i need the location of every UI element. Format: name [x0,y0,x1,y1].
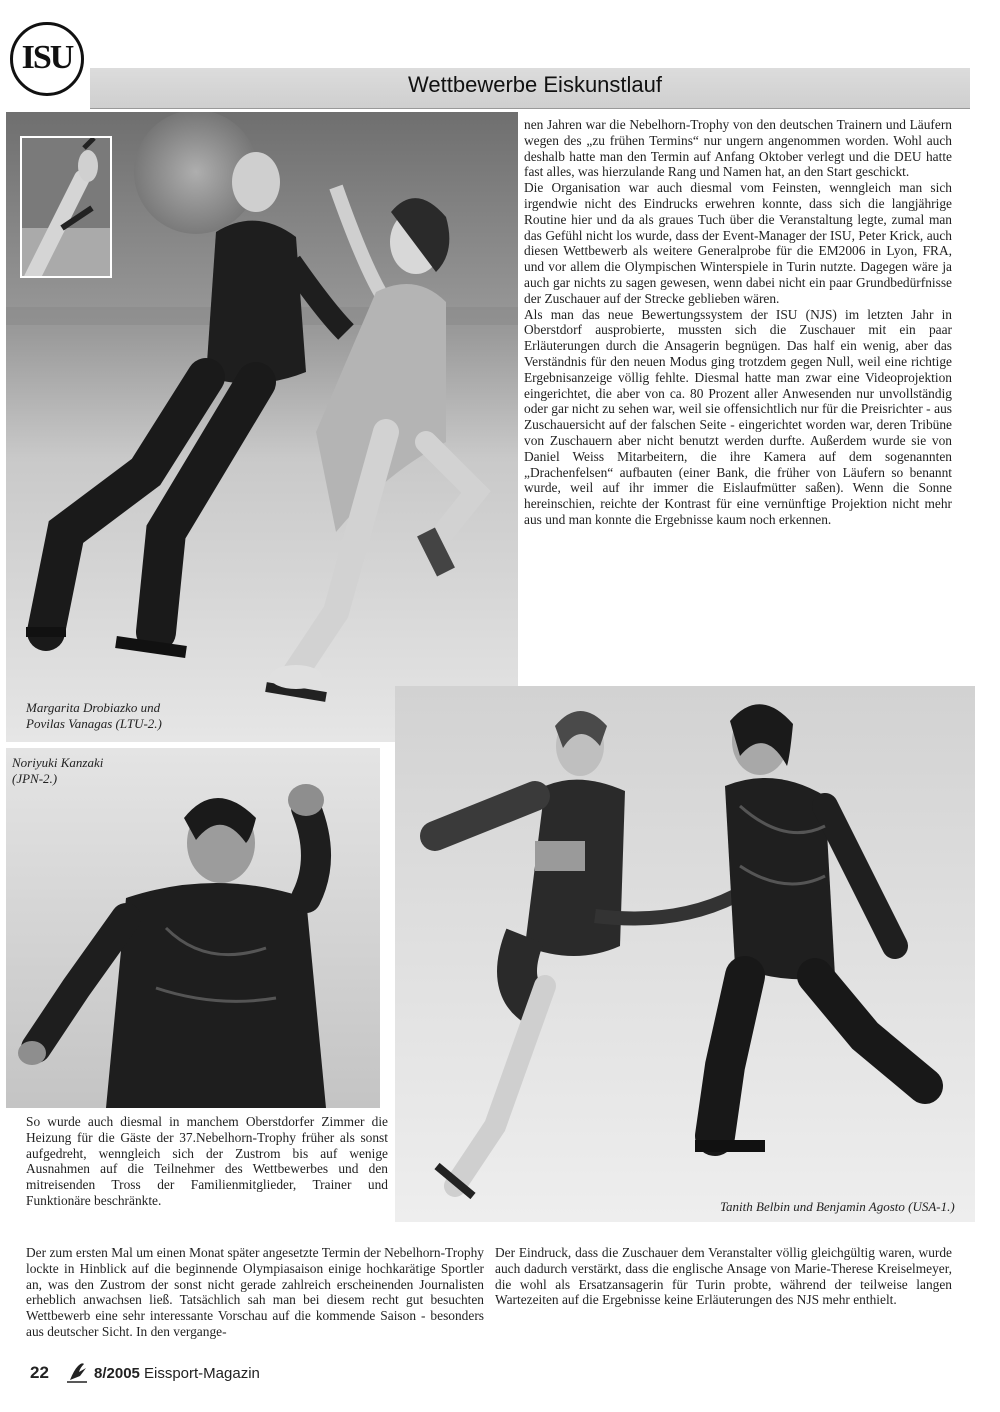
skater-logo-icon [64,1360,90,1384]
article-column-right [524,117,952,528]
caption-left-line1: Noriyuki Kanzaki [12,755,104,770]
isu-logo-text: ISU [21,39,73,76]
caption-top-line1: Margarita Drobiazko und [26,700,161,715]
article-paragraph: Der Eindruck, dass die Zuschauer dem Veranstalter völlig gleichgültig waren, wurde auch dadurch verstärkt, dass die englische Ansage von Marie-Therese Kreiselmeyer, die wohl als Ersatzansagerin für Turin probte, während der teilweise langen Wartezeiten auf die Ergebnisse keine Erläuterungen des NJS mehr enthielt. [495,1245,952,1308]
photo-kanzaki [6,748,380,1108]
caption-top-photo [26,700,162,732]
footer-magazine: Eissport-Magazin [144,1365,260,1382]
caption-left-line2: (JPN-2.) [12,771,58,786]
caption-left-photo [12,755,103,787]
article-paragraph: Die Organisation war auch diesmal vom Feinsten, wenngleich man sich irgendwie nicht des Eindrucks erwehren konnte, dass sich die langjährige Routine hier und da als graues Tuch über die Veranstaltung legte, zumal man das Gefühl nicht los wurde, dass der Event-Manager der ISU, Peter Krick, auch diesen Wettbewerb als weitere Generalprobe für die EM2006 in Lyon, FRA, und vor allem die Olympischen Winterspiele in Turin nutzte. Dagegen wäre ja auch gar nichts zu sagen gewesen, wenn dabei nicht ein paar Grundbedürfnisse der Zuschauer auf der Strecke geblieben wären. [524,180,952,306]
article-column-bottom-right [495,1245,952,1308]
footer-issue: 8/2005 [94,1365,140,1382]
article-column-bottom-left [26,1245,484,1340]
page-title: Wettbewerbe Eiskunstlauf [408,72,662,97]
article-intro-box [26,1114,388,1209]
article-paragraph: Der zum ersten Mal um einen Monat später angesetzte Termin der Nebelhorn-Trophy lockte in Hinblick auf die beginnende Olympiasaison einige hochkarätige Sportler an, was den Zustrom der sonst nicht gerade zahlreich erscheinenden Journalisten erheblich anwachsen ließ. Tatsächlich sah man bei diesem recht gut besuchten Wettbewerb eine sehr interessante Vorschau auf die kommende Saison - besonders aus deutscher Sicht. In den vergange- [26,1245,484,1339]
page-number: 22 [30,1363,49,1382]
article-paragraph: Als man das neue Bewertungssystem der ISU (NJS) im letzten Jahr in Oberstdorf ausprobierte, mussten sich die Zuschauer mit ein paar Erläuterungen durch die Ansagerin begnügen. Das half ein wenig, aber das Verständnis für den neuen Modus ging trotzdem gegen Null, weil eine richtige Ergebnisanzeige völlig fehlte. Diesmal hatte man zwar eine Videoprojektion eingerichtet, die aber von ca. 80 Prozent aller Anwesenden nur unvollständig oder gar nicht zu sehen war, weil sie offensichtlich nur für die Preisrichter - aus Zuschauersicht auf der falschen Seite - eingerichtet worden war, deren Tribüne von Zuschauern aber nicht benutzt werden durfte. Außerdem wurde sie von Daniel Weiss Mitarbeitern, die ihre Kamera auf dem sogenannten „Drachenfelsen“ aufbauten (einer Bank, die früher von Läufern so benannt wurde, weil auf ihr immer die Eislaufmütter saßen). Wenn die Sonne hereinschien, reichte der Kontrast für eine vernünftige Projektion nicht mehr aus und man konnte die Ergebnisse kaum noch erkennen. [524,306,952,527]
caption-top-line2: Povilas Vanagas (LTU-2.) [26,716,162,731]
inset-photo-hand [20,136,112,278]
photo-belbin-agosto [395,686,975,1222]
isu-logo [10,22,84,96]
article-intro-paragraph: So wurde auch diesmal in manchem Oberstdorfer Zimmer die Heizung für die Gäste der 37.Nebelhorn-Trophy früher als sonst aufgedreht, wenngleich sich der Zustrom bis auf wenige Ausnahmen auf die Teilnehmer des Wettbewerbes und den mitreisenden Tross der Familienmitglieder, Trainer und Funktionäre beschränkte. [26,1114,388,1208]
article-paragraph: nen Jahren war die Nebelhorn-Trophy von den deutschen Trainern und Läufern wegen des „zu frühen Termins“ nur ungern angenommen worden. Wohl auch deshalb hatte man den Termin auf Anfang Oktober verlegt und die DEU hatte fast alles, was hierzulande Rang und Namen hat, an den Start geschickt. [524,117,952,180]
caption-right-photo: Tanith Belbin und Benjamin Agosto (USA-1.) [720,1199,955,1214]
